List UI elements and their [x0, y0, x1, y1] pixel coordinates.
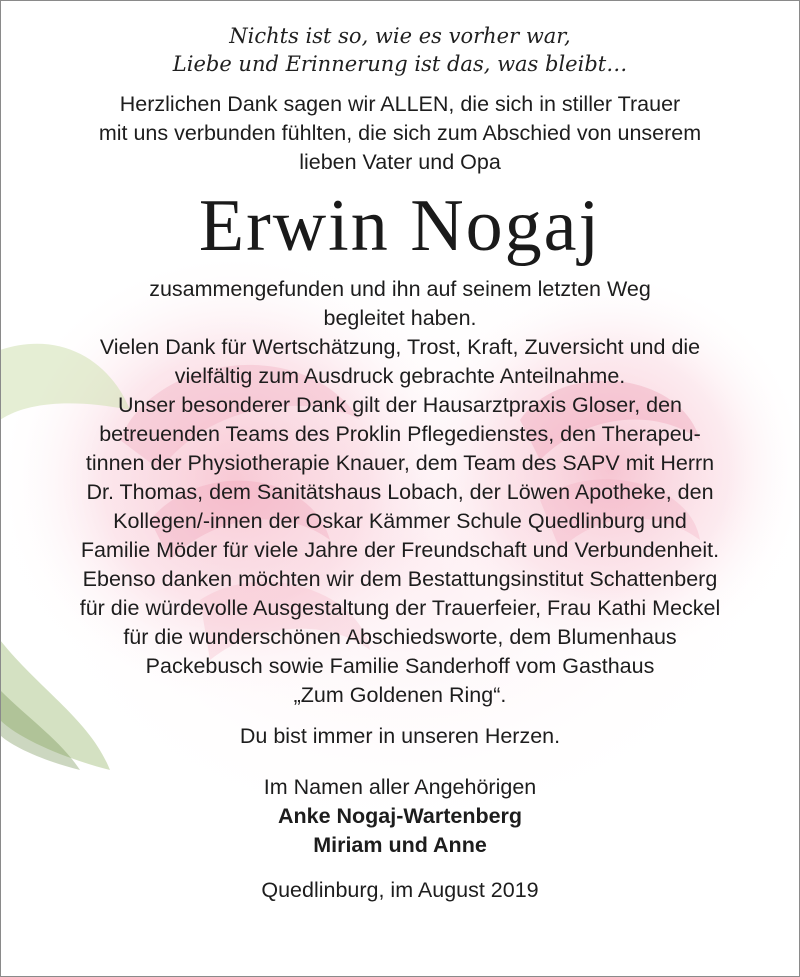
thanks-line: Ebenso danken möchten wir dem Bestattungsinstitut Schattenberg — [82, 567, 718, 591]
thanks-line: zusammengefunden und ihn auf seinem letzten Weg — [149, 277, 651, 301]
closing-line: Du bist immer in unseren Herzen. — [239, 724, 561, 748]
intro-line: Herzlichen Dank sagen wir ALLEN, die sich in stiller Trauer — [119, 92, 681, 116]
thanks-line: Kollegen/-innen der Oskar Kämmer Schule Quedlinburg und — [113, 509, 687, 533]
signoff-name: Miriam und Anne — [313, 833, 487, 857]
thanks-line: Familie Möder für viele Jahre der Freundschaft und Verbundenheit. — [80, 538, 720, 562]
thanks-line: für die wunderschönen Abschiedsworte, dem Blumenhaus — [123, 625, 677, 649]
place-date: Quedlinburg, im August 2019 — [261, 878, 539, 902]
thanks-line: tinnen der Physiotherapie Knauer, dem Team des SAPV mit Herrn — [85, 451, 715, 475]
intro-line: lieben Vater und Opa — [299, 150, 501, 174]
thanks-line: „Zum Goldenen Ring“. — [293, 683, 507, 707]
thanks-text — [0, 275, 800, 710]
thanks-line: Vielen Dank für Wertschätzung, Trost, Kraft, Zuversicht und die — [99, 335, 701, 359]
thanks-line: Packebusch sowie Familie Sanderhoff vom Gasthaus — [145, 654, 655, 678]
thanks-line: begleitet haben. — [323, 306, 477, 330]
motto-line: Liebe und Erinnerung ist das, was bleibt… — [172, 52, 628, 76]
intro-text — [0, 90, 800, 177]
thanks-line: vielfältig zum Ausdruck gebrachte Anteilnahme. — [174, 364, 626, 388]
motto — [0, 22, 800, 78]
intro-line: mit uns verbunden fühlten, die sich zum Abschied von unserem — [98, 121, 702, 145]
thanks-line: betreuenden Teams des Proklin Pflegedienstes, den Therapeu- — [99, 422, 701, 446]
thanks-line: Dr. Thomas, dem Sanitätshaus Lobach, der Löwen Apotheke, den — [86, 480, 714, 504]
motto-line: Nichts ist so, wie es vorher war, — [229, 24, 571, 48]
thanks-line: für die würdevolle Ausgestaltung der Trauerfeier, Frau Kathi Meckel — [79, 596, 721, 620]
thanks-line: Unser besonderer Dank gilt der Hausarztpraxis Gloser, den — [117, 393, 683, 417]
obituary-notice — [0, 22, 800, 905]
deceased-name: Erwin Nogaj — [198, 185, 602, 267]
signoff — [0, 773, 800, 860]
signoff-name: Anke Nogaj-Wartenberg — [277, 804, 523, 828]
signoff-preface: Im Namen aller Angehörigen — [263, 775, 537, 799]
